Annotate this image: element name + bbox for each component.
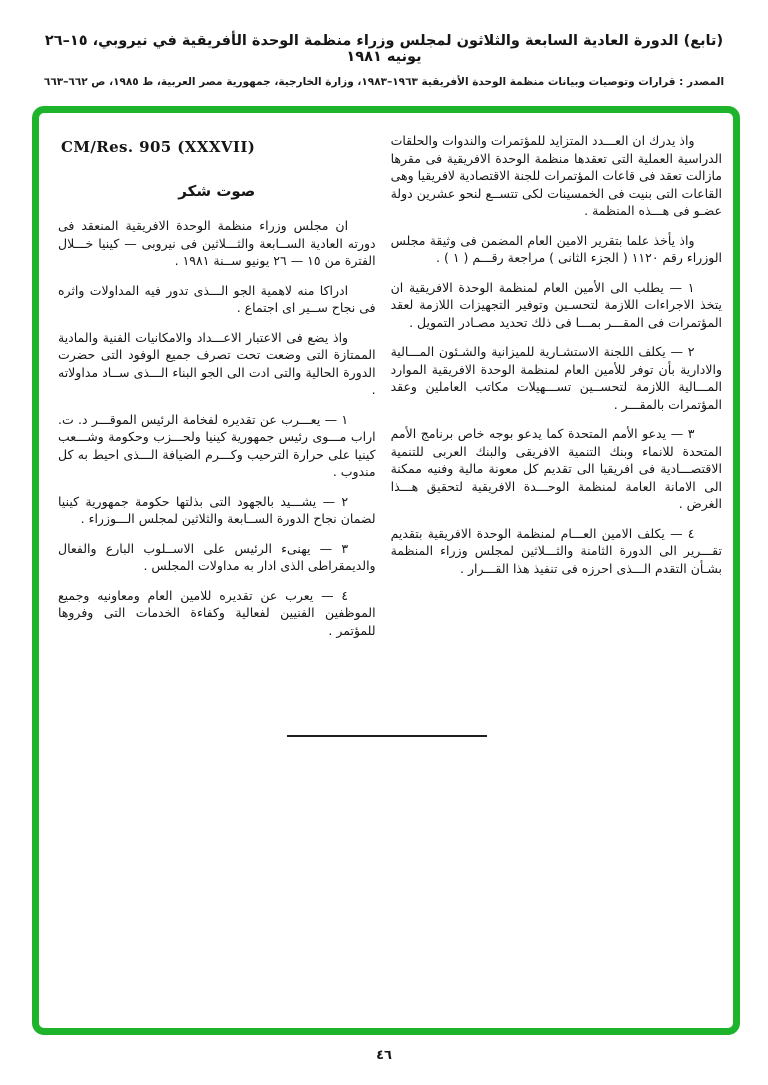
resolution-item: ٢ — يكلف اللجنة الاستشـارية للميزانية والشـئون المـــالية والادارية بأن توفر للأمين العام لمنظمة الوحدة الافريقية الموارد المـــالية اللازمة لتحســين تســـهيلات مكاتب العاملين وعقد المؤتمرات بالمقـــر . bbox=[390, 344, 722, 412]
resolution-item: ٢ — يشـــيد بالجهود التى بذلتها حكومة جمهورية كينيا لضمان نجاح الدورة الســابعة والثلاثين لمجلس الـــوزراء . bbox=[58, 493, 376, 526]
paragraph: واذ يدرك ان العـــدد المتزايد للمؤتمرات والندوات والحلقات الدراسية العملية التى تعقدها منظمة الوحدة الافريقية فى مقرها مازالت تعقد فى قاعات المؤتمرات للجنة الاقتصادية لافريقيا وهى القاعات التى بنيت فى الخمسينات لكى تتســع لنحو عشرين دولة عضـو فى هـــذه المنظمة . bbox=[390, 133, 722, 218]
paragraph: ان مجلس وزراء منظمة الوحدة الافريقية المنعقد فى دورته العادية الســابعة والثـــلاثين فى نيروبى — كينيا خـــلال الفترة من ١٥ — ٢٦ يونيو ســنة ١٩٨١ . bbox=[58, 218, 376, 268]
resolution-item: ٤ — يكلف الامين العـــام لمنظمة الوحدة الافريقية بتقديم تقـــرير الى الدورة الثامنة والثـــلاثين لمجلس وزراء المنظمة بشـأن التقدم الـــذى احرزه فى تنفيذ هذا القـــرار . bbox=[390, 525, 722, 576]
resolution-item: ٤ — يعرب عن تقديره للامين العام ومعاونيه وجميع الموظفين الفنيين لفعالية وكفاءة الخدمات التى وفروها للمؤتمر . bbox=[58, 587, 376, 638]
page-number: ٤٦ bbox=[376, 1048, 392, 1063]
section-divider bbox=[287, 735, 487, 737]
resolution-item: ١ — يطلب الى الأمين العام لمنظمة الوحدة الافريقية ان يتخذ الاجراءات اللازمة لتحسـين وتوفير التجهيزات اللازمة لعقد المؤتمرات فى المقـــر بمـــا فى ذلك تحديد مصـادر التمويل . bbox=[390, 279, 722, 330]
resolution-title: صوت شكر bbox=[178, 181, 256, 200]
header-source-line: المصدر : قرارات وتوصيات وبيانات منظمة الوحدة الأفريقية ١٩٦٣–١٩٨٣، وزارة الخارجية، جمهورية مصر العربية، ط ١٩٨٥، ص ٦٦٢–٦٦٣ bbox=[43, 76, 725, 88]
column-right bbox=[391, 132, 722, 639]
document-reference: CM/Res. 905 (XXXVII) bbox=[61, 138, 256, 156]
paragraph: واذ يأخذ علما بتقرير الامين العام المضمن فى وثيقة مجلس الوزراء رقم ١١٢٠ ( الجزء الثانى ) مراجعة رقـــم ( ١ ) . bbox=[390, 232, 722, 265]
column-left bbox=[58, 132, 376, 639]
paragraph: واذ يضع فى الاعتبار الاعـــداد والامكانيات الفنية والمادية الممتازة التى وضعت تحت تصرف جميع الوفود التى حضرت الدورة الحالية والتى ادت الى الجو البناء الـــذى ســاد مداولاته . bbox=[58, 329, 376, 397]
header-session-title: (تابع) الدورة العادية السابعة والثلاثون لمجلس وزراء منظمة الوحدة الأفريقية في نيروبي، ١٥–٢٦ يونيه ١٩٨١ bbox=[44, 33, 724, 65]
resolution-item: ٣ — يدعو الأمم المتحدة كما يدعو بوجه خاص برنامج الأمم المتحدة للانماء وبنك التنمية الافريقى والبنك العربى للتنمية الاقتصـــادية فى افريقيا الى تقديم كل معونة مالية وفنيه ممكنة الى الامانة العامة لمنظمة الوحـــدة الافريقية لتحقيق هـــذا الغرض . bbox=[390, 426, 722, 511]
content-frame bbox=[32, 106, 740, 1035]
two-column-layout bbox=[39, 113, 733, 639]
resolution-item: ٣ — يهنىء الرئيس على الاســلوب البارع والفعال والديمقراطى الذى ادار به مداولات المجلس . bbox=[58, 540, 376, 573]
resolution-item: ١ — يعـــرب عن تقديره لفخامة الرئيس الموقـــر د. ت. اراب مـــوى رئيس جمهورية كينيا ولحـــزب وحكومة وشـــعب كينيا على حرارة الترحيب وكـــرم الضيافة الـــذى احيط به كل مندوب . bbox=[58, 411, 376, 479]
page-header bbox=[34, 33, 734, 88]
paragraph: ادراكا منه لاهمية الجو الـــذى تدور فيه المداولات واثره فى نجاح ســير اى اجتماع . bbox=[58, 282, 376, 315]
